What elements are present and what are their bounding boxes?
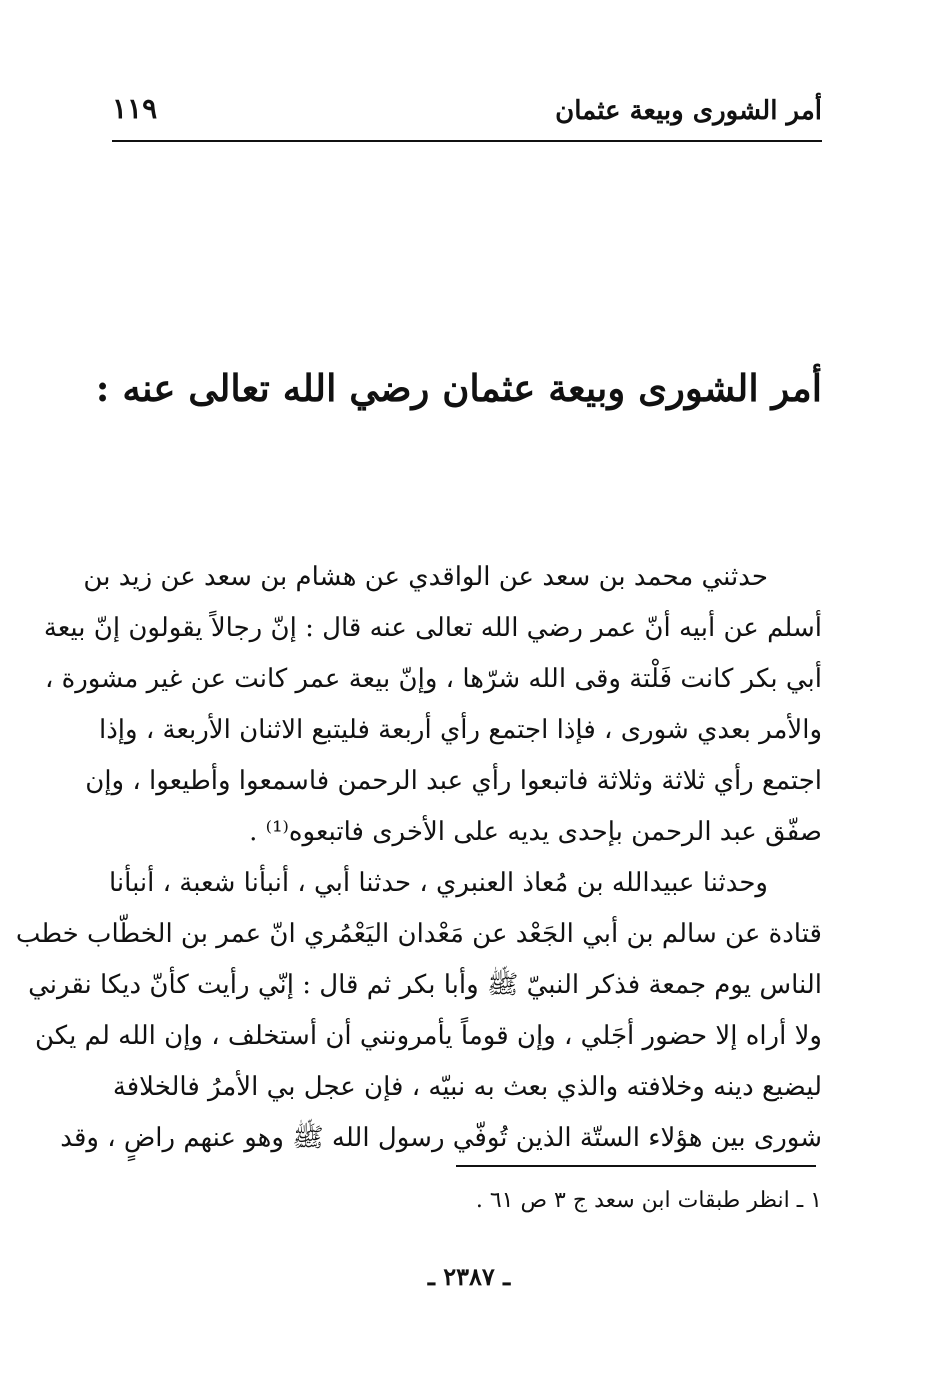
paragraph-1-line-1: حدثني محمد بن سعد عن الواقدي عن هشام بن سعد عن زيد بن: [83, 562, 768, 592]
paragraph-1-line-6: صفّق عبد الرحمن بإحدى يديه على الأخرى فاتبعوه⁽¹⁾ .: [249, 817, 822, 847]
paragraph-1-line-2: أسلم عن أبيه أنّ عمر رضي الله تعالى عنه قال : إنّ رجالاً يقولون إنّ بيعة: [43, 613, 822, 643]
paragraph-2-line-2: قتادة عن سالم بن أبي الجَعْد عن مَعْدان اليَعْمُري انّ عمر بن الخطّاب خطب: [15, 919, 822, 949]
paragraph-1-line-5: اجتمع رأي ثلاثة وثلاثة فاتبعوا رأي عبد الرحمن فاسمعوا وأطيعوا ، وإن: [85, 766, 822, 796]
footnote-rule: [456, 1165, 816, 1167]
footnote: ١ ـ انظر طبقات ابن سعد ج ٣ ص ٦١ .: [475, 1188, 822, 1213]
header-rule: [112, 140, 822, 142]
paragraph-2-line-5: ليضيع دينه وخلافته والذي بعث به نبيّه ، فإن عجل بي الأمرُ فالخلافة: [112, 1072, 822, 1102]
paragraph-2-line-6: شورى بين هؤلاء الستّة الذين تُوفّي رسول الله ﷺ وهو عنهم راضٍ ، وقد: [60, 1123, 822, 1153]
footer-page-number: ـ ٢٣٨٧ ـ: [427, 1262, 511, 1291]
paragraph-1-line-4: والأمر بعدي شورى ، فإذا اجتمع رأي أربعة فليتبع الاثنان الأربعة ، وإذا: [99, 715, 822, 745]
page-number: ١١٩: [112, 92, 158, 125]
running-title: أمر الشورى وبيعة عثمان: [555, 96, 822, 126]
paragraph-2-line-3: الناس يوم جمعة فذكر النبيّ ﷺ وأبا بكر ثم قال : إنّي رأيت كأنّ ديكا نقرني: [28, 970, 822, 1000]
chapter-title: أمر الشورى وبيعة عثمان رضي الله تعالى عنه :: [95, 366, 822, 410]
paragraph-2-line-4: ولا أراه إلا حضور أجَلي ، وإن قوماً يأمرونني أن أستخلف ، وإن الله لم يكن: [35, 1021, 822, 1051]
paragraph-1-line-3: أبي بكر كانت فَلْتة وقى الله شرّها ، وإنّ بيعة عمر كانت عن غير مشورة ،: [44, 664, 822, 694]
page-header: [112, 84, 822, 142]
body-text: [15, 552, 822, 1164]
paragraph-2-line-1: وحدثنا عبيدالله بن مُعاذ العنبري ، حدثنا أبي ، أنبأنا شعبة ، أنبأنا: [109, 868, 768, 898]
